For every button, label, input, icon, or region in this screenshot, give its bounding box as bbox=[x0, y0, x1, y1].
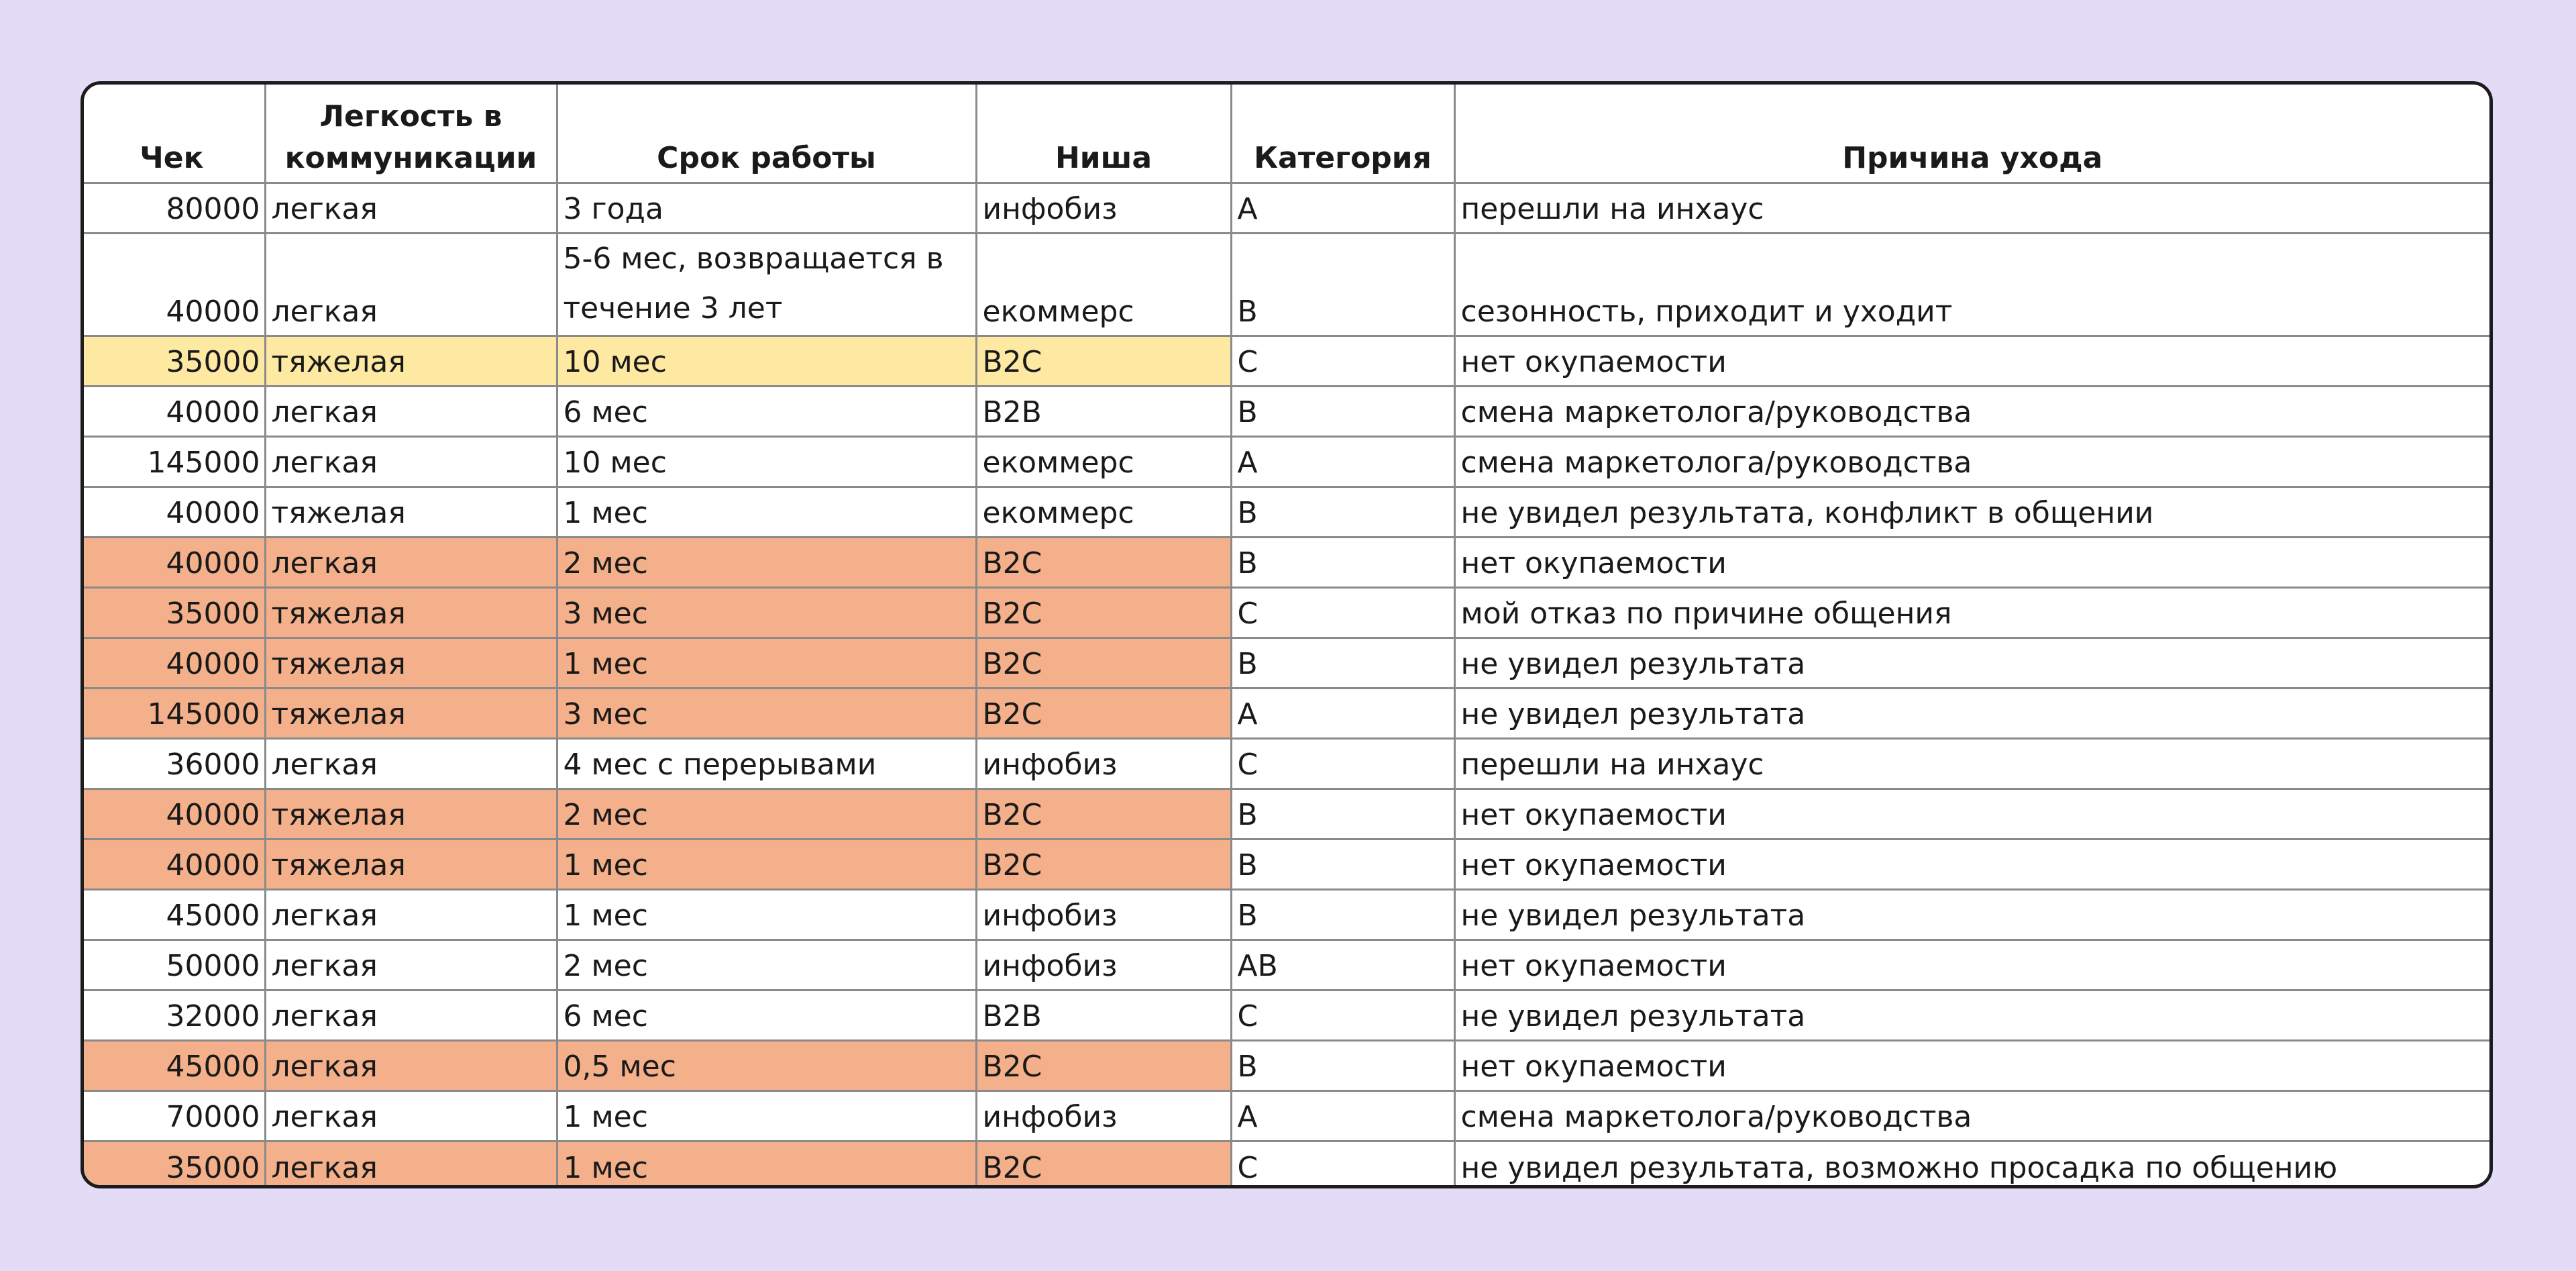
cell-niche: B2C bbox=[976, 1040, 1231, 1090]
cell-work-duration: 1 мес bbox=[557, 839, 976, 889]
cell-communication-ease: легкая bbox=[265, 990, 557, 1040]
cell-churn-reason: не увидел результата bbox=[1454, 889, 2489, 939]
cell-communication-ease: тяжелая bbox=[265, 839, 557, 889]
spreadsheet-card bbox=[80, 81, 2493, 1188]
table-row bbox=[84, 1141, 2489, 1188]
cell-churn-reason: не увидел результата, возможно просадка по общению bbox=[1460, 1151, 2338, 1185]
table-body bbox=[84, 183, 2489, 1188]
cell-niche: B2C bbox=[976, 1141, 1231, 1188]
cell-churn-reason: смена маркетолога/руководства bbox=[1454, 436, 2489, 487]
cell-category: B bbox=[1231, 789, 1454, 839]
cell-category: В bbox=[1231, 233, 1454, 336]
cell-work-duration: 2 мес bbox=[557, 939, 976, 990]
cell-check: 35000 bbox=[84, 1141, 265, 1188]
cell-communication-ease: легкая bbox=[265, 1040, 557, 1090]
cell-check: 50000 bbox=[84, 939, 265, 990]
cell-check: 45000 bbox=[84, 1040, 265, 1090]
cell-category: C bbox=[1231, 1141, 1454, 1188]
cell-niche: екоммерс bbox=[976, 436, 1231, 487]
cell-communication-ease: тяжелая bbox=[265, 638, 557, 688]
cell-check: 40000 bbox=[84, 839, 265, 889]
table-row bbox=[84, 738, 2489, 789]
cell-category: B bbox=[1231, 1040, 1454, 1090]
table-row bbox=[84, 889, 2489, 939]
cell-churn-reason: нет окупаемости bbox=[1454, 1040, 2489, 1090]
table-row bbox=[84, 1090, 2489, 1141]
cell-category: A bbox=[1231, 688, 1454, 738]
cell-niche: екоммерс bbox=[976, 487, 1231, 537]
cell-category: А bbox=[1231, 436, 1454, 487]
cell-category: C bbox=[1231, 738, 1454, 789]
cell-niche: инфобиз bbox=[976, 738, 1231, 789]
cell-work-duration: 6 мес bbox=[557, 990, 976, 1040]
cell-niche: екоммерс bbox=[976, 233, 1231, 336]
cell-work-duration: 3 мес bbox=[557, 688, 976, 738]
table-row bbox=[84, 336, 2489, 386]
cell-churn-reason: нет окупаемости bbox=[1454, 336, 2489, 386]
cell-check: 45000 bbox=[84, 889, 265, 939]
cell-communication-ease: легкая bbox=[265, 889, 557, 939]
cell-check: 40000 bbox=[84, 487, 265, 537]
table-header-row bbox=[84, 85, 2489, 183]
cell-communication-ease: легкая bbox=[265, 183, 557, 233]
cell-check: 35000 bbox=[84, 336, 265, 386]
cell-niche: инфобиз bbox=[976, 1090, 1231, 1141]
cell-niche: B2C bbox=[976, 537, 1231, 587]
cell-churn-reason: смена маркетолога/руководства bbox=[1454, 386, 2489, 436]
cell-work-duration: 6 мес bbox=[557, 386, 976, 436]
cell-work-duration: 0,5 мес bbox=[557, 1040, 976, 1090]
cell-churn-reason: нет окупаемости bbox=[1454, 789, 2489, 839]
cell-work-duration: 10 мес bbox=[557, 436, 976, 487]
cell-check: 35000 bbox=[84, 587, 265, 638]
cell-communication-ease: тяжелая bbox=[265, 688, 557, 738]
cell-communication-ease: легкая bbox=[265, 1090, 557, 1141]
cell-category: B bbox=[1231, 537, 1454, 587]
cell-niche: B2B bbox=[976, 386, 1231, 436]
cell-work-duration: 5-6 мес, возвращается в течение 3 лет bbox=[557, 233, 976, 336]
cell-communication-ease: тяжелая bbox=[265, 487, 557, 537]
table-row bbox=[84, 688, 2489, 738]
cell-churn-reason: не увидел результата bbox=[1454, 638, 2489, 688]
cell-churn-reason: нет окупаемости bbox=[1454, 939, 2489, 990]
cell-communication-ease: легкая bbox=[265, 738, 557, 789]
cell-work-duration: 4 мес с перерывами bbox=[557, 738, 976, 789]
cell-churn-reason: не увидел результата bbox=[1454, 990, 2489, 1040]
cell-communication-ease: легкая bbox=[265, 939, 557, 990]
cell-niche: B2C bbox=[976, 839, 1231, 889]
cell-work-duration: 2 мес bbox=[557, 537, 976, 587]
cell-category: B bbox=[1231, 386, 1454, 436]
cell-check: 40000 bbox=[84, 789, 265, 839]
cell-work-duration: 2 мес bbox=[557, 789, 976, 839]
cell-communication-ease: легкая bbox=[265, 386, 557, 436]
cell-check: 40000 bbox=[84, 233, 265, 336]
cell-check: 32000 bbox=[84, 990, 265, 1040]
cell-niche: B2B bbox=[976, 990, 1231, 1040]
cell-churn-reason: нет окупаемости bbox=[1454, 537, 2489, 587]
table-row bbox=[84, 587, 2489, 638]
cell-category: B bbox=[1231, 839, 1454, 889]
cell-work-duration: 1 мес bbox=[557, 1141, 976, 1188]
cell-churn-reason: нет окупаемости bbox=[1454, 839, 2489, 889]
cell-niche: B2C bbox=[976, 638, 1231, 688]
cell-churn-reason: мой отказ по причине общения bbox=[1454, 587, 2489, 638]
cell-category: A bbox=[1231, 1090, 1454, 1141]
cell-check: 145000 bbox=[84, 688, 265, 738]
cell-category: B bbox=[1231, 638, 1454, 688]
cell-category: C bbox=[1231, 587, 1454, 638]
cell-work-duration: 3 мес bbox=[557, 587, 976, 638]
cell-category: B bbox=[1231, 889, 1454, 939]
table-row bbox=[84, 386, 2489, 436]
cell-churn-reason: перешли на инхаус bbox=[1454, 183, 2489, 233]
cell-communication-ease: тяжелая bbox=[265, 336, 557, 386]
cell-churn-reason: не увидел результата bbox=[1454, 688, 2489, 738]
cell-communication-ease: легкая bbox=[265, 436, 557, 487]
cell-check: 80000 bbox=[84, 183, 265, 233]
cell-check: 36000 bbox=[84, 738, 265, 789]
table-row bbox=[84, 487, 2489, 537]
table-row bbox=[84, 839, 2489, 889]
table-row bbox=[84, 183, 2489, 233]
cell-check: 145000 bbox=[84, 436, 265, 487]
cell-category: B bbox=[1231, 487, 1454, 537]
cell-category: А bbox=[1231, 183, 1454, 233]
cell-work-duration: 1 мес bbox=[557, 487, 976, 537]
cell-work-duration: 1 мес bbox=[557, 638, 976, 688]
table-row bbox=[84, 939, 2489, 990]
header-niche: Ниша bbox=[976, 85, 1231, 183]
cell-communication-ease: тяжелая bbox=[265, 789, 557, 839]
client-churn-table bbox=[84, 85, 2489, 1188]
header-category: Категория bbox=[1231, 85, 1454, 183]
cell-niche: B2C bbox=[976, 688, 1231, 738]
cell-churn-reason: перешли на инхаус bbox=[1454, 738, 2489, 789]
cell-niche: инфобиз bbox=[976, 183, 1231, 233]
table-row bbox=[84, 436, 2489, 487]
cell-niche: B2C bbox=[976, 587, 1231, 638]
cell-churn-reason: сезонность, приходит и уходит bbox=[1454, 233, 2489, 336]
cell-check: 40000 bbox=[84, 386, 265, 436]
cell-work-duration: 1 мес bbox=[557, 1090, 976, 1141]
cell-communication-ease: легкая bbox=[265, 1141, 557, 1188]
header-check: Чек bbox=[84, 85, 265, 183]
cell-category: AB bbox=[1231, 939, 1454, 990]
table-row bbox=[84, 233, 2489, 336]
header-communication-ease: Легкость в коммуникации bbox=[265, 85, 557, 183]
cell-category: C bbox=[1231, 336, 1454, 386]
cell-churn-reason: смена маркетолога/руководства bbox=[1454, 1090, 2489, 1141]
cell-communication-ease: тяжелая bbox=[265, 587, 557, 638]
cell-work-duration: 10 мес bbox=[557, 336, 976, 386]
cell-check: 40000 bbox=[84, 537, 265, 587]
cell-communication-ease: легкая bbox=[265, 537, 557, 587]
header-churn-reason: Причина ухода bbox=[1454, 85, 2489, 183]
cell-work-duration: 1 мес bbox=[557, 889, 976, 939]
cell-check: 40000 bbox=[84, 638, 265, 688]
cell-communication-ease: легкая bbox=[265, 233, 557, 336]
header-work-duration: Срок работы bbox=[557, 85, 976, 183]
cell-niche: B2C bbox=[976, 336, 1231, 386]
table-row bbox=[84, 537, 2489, 587]
table-row bbox=[84, 990, 2489, 1040]
cell-niche: инфобиз bbox=[976, 889, 1231, 939]
cell-check: 70000 bbox=[84, 1090, 265, 1141]
cell-work-duration: 3 года bbox=[557, 183, 976, 233]
cell-category: C bbox=[1231, 990, 1454, 1040]
cell-niche: инфобиз bbox=[976, 939, 1231, 990]
cell-churn-reason: не увидел результата, конфликт в общении bbox=[1454, 487, 2489, 537]
table-row bbox=[84, 638, 2489, 688]
table-row bbox=[84, 1040, 2489, 1090]
cell-niche: B2C bbox=[976, 789, 1231, 839]
table-row bbox=[84, 789, 2489, 839]
